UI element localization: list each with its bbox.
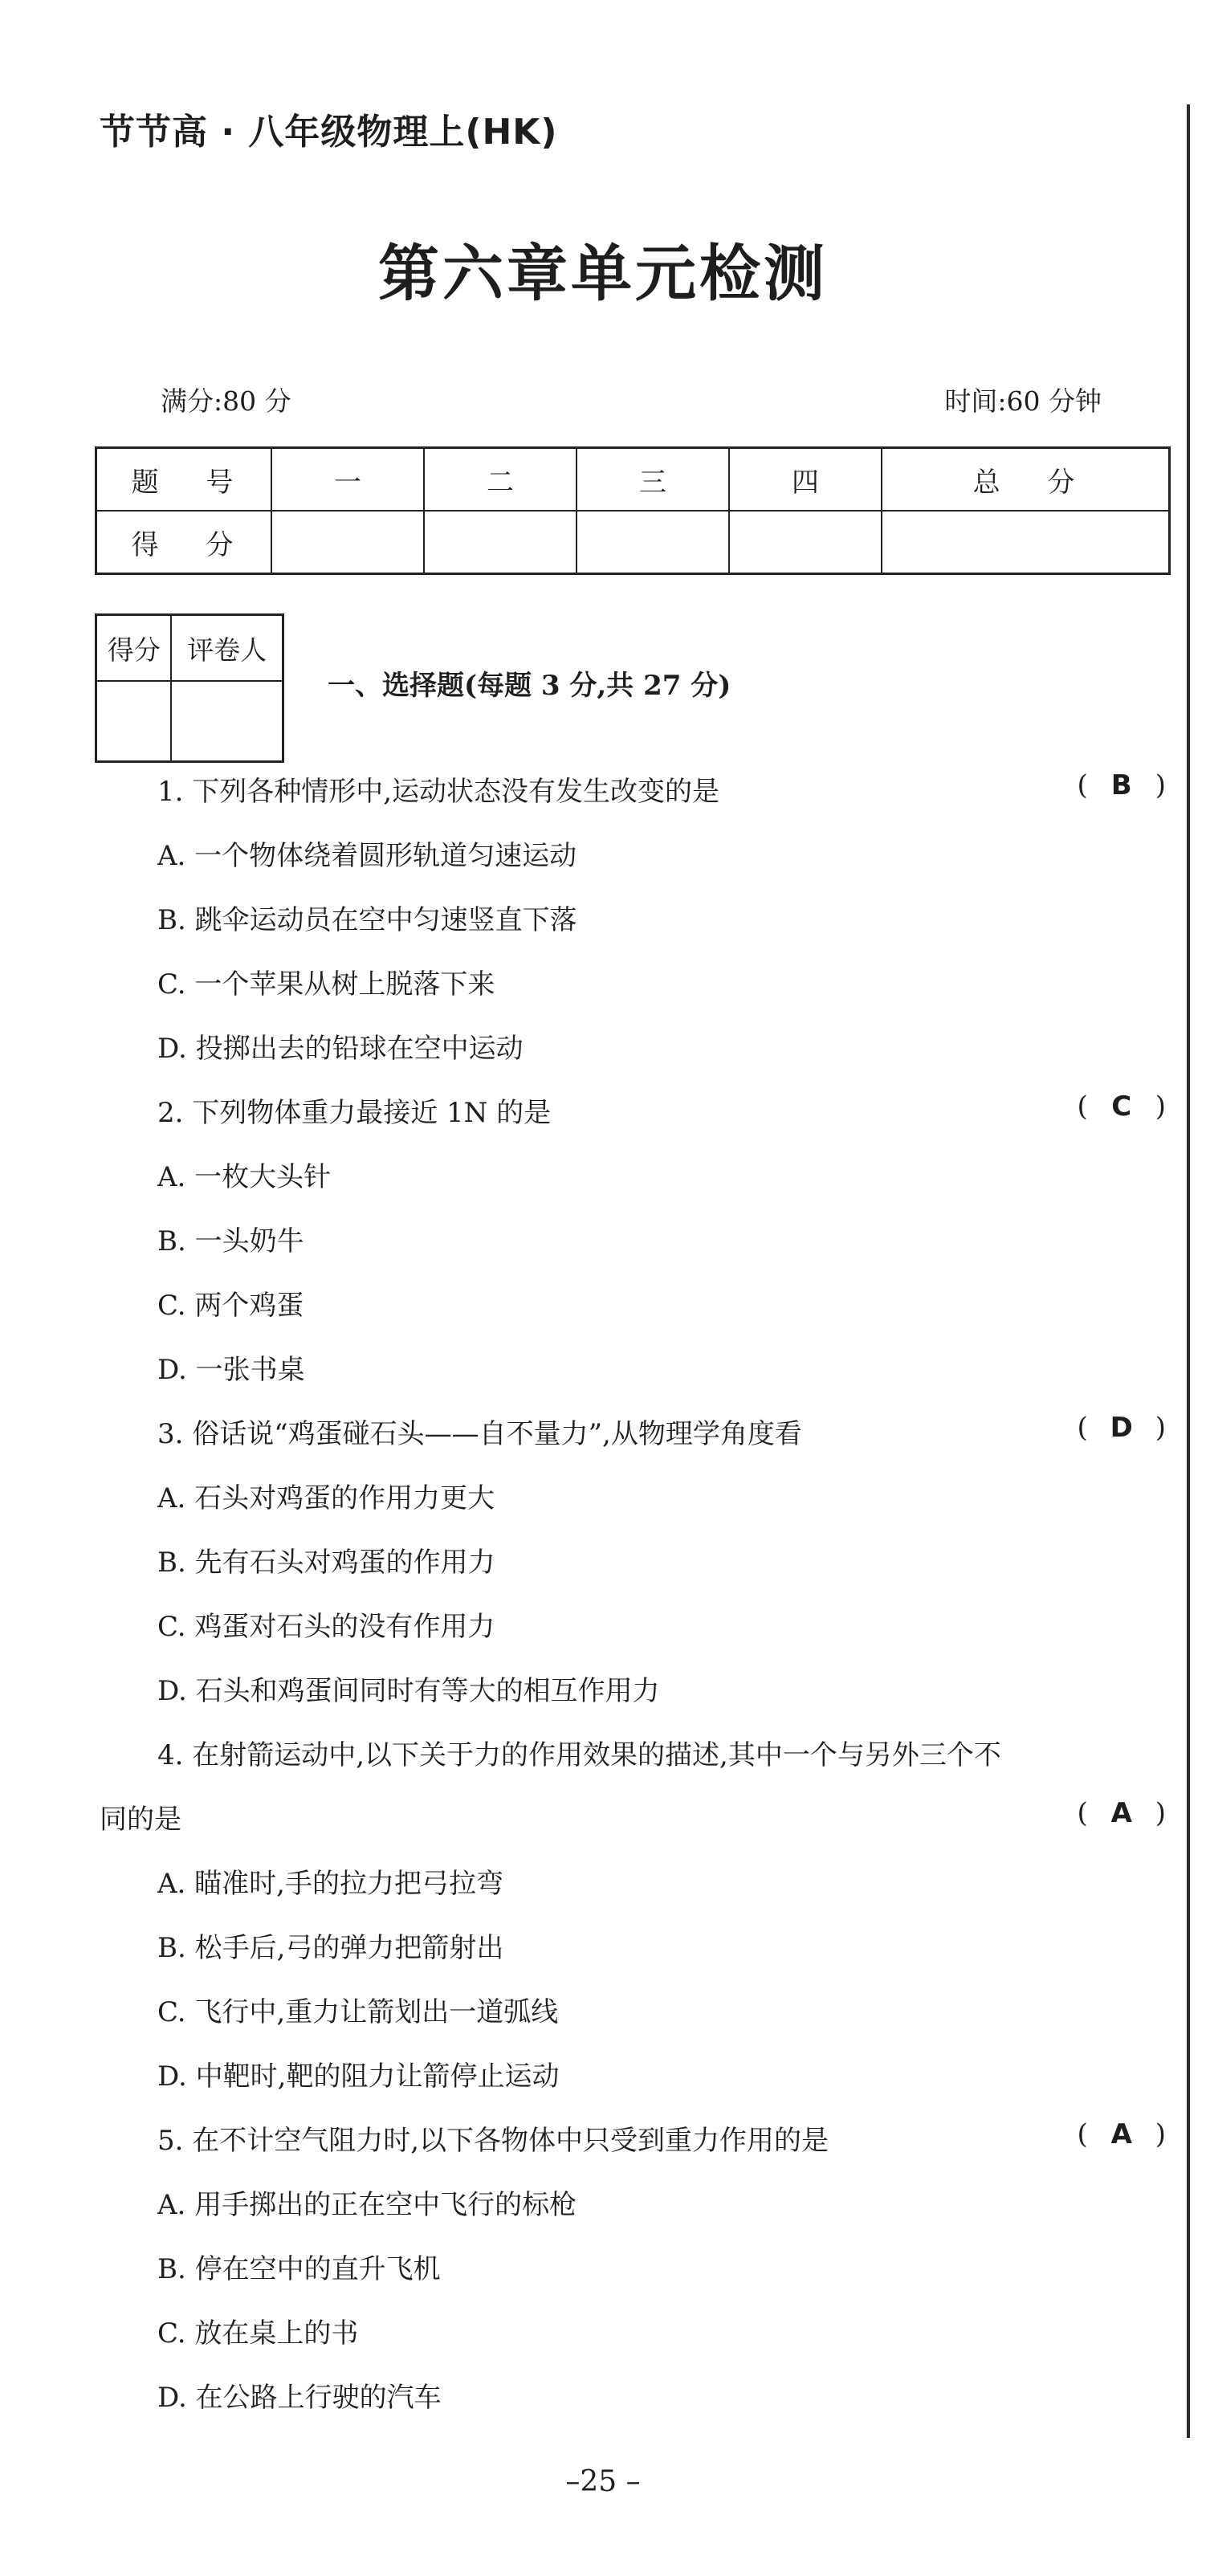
answer-letter: A <box>1110 1797 1132 1829</box>
score-table-cell: 得 分 <box>96 511 272 574</box>
score-table-cell: 三 <box>577 448 729 512</box>
score-table-cell: 四 <box>729 448 882 512</box>
answer-bracket: ( C ) <box>1077 1090 1166 1123</box>
option-a: A. 瞄准时,手的拉力把弓拉弯 <box>157 1868 503 1900</box>
answer-letter: A <box>1110 2118 1132 2150</box>
score-table-cell: 一 <box>271 448 424 512</box>
option-b: B. 停在空中的直升飞机 <box>157 2253 441 2285</box>
answer-letter: B <box>1110 769 1132 801</box>
option-c: C. 一个苹果从树上脱落下来 <box>157 968 495 1001</box>
question-stem: 5. 在不计空气阻力时,以下各物体中只受到重力作用的是 <box>157 2125 829 2157</box>
question-stem: 2. 下列物体重力最接近 1N 的是 <box>157 1097 552 1129</box>
option-b: B. 先有石头对鸡蛋的作用力 <box>157 1547 495 1579</box>
answer-bracket: ( A ) <box>1077 1797 1166 1829</box>
score-table <box>95 446 1171 575</box>
answer-bracket: ( A ) <box>1077 2118 1166 2150</box>
exam-time: 时间:60 分钟 <box>944 385 1102 417</box>
full-marks: 满分:80 分 <box>161 385 291 417</box>
book-header: 节节高 · 八年级物理上(HK) <box>100 112 558 153</box>
option-a: A. 石头对鸡蛋的作用力更大 <box>157 1482 495 1514</box>
score-table-cell: 二 <box>424 448 577 512</box>
option-d: D. 投掷出去的铅球在空中运动 <box>157 1033 524 1065</box>
score-table-cell: 总 分 <box>882 448 1170 512</box>
score-table-score-row <box>96 511 1170 574</box>
option-a: A. 一个物体绕着圆形轨道匀速运动 <box>157 840 577 872</box>
question-stem-continuation: 同的是 <box>100 1804 181 1836</box>
option-b: B. 跳伞运动员在空中匀速竖直下落 <box>157 904 577 936</box>
score-input-cell[interactable] <box>577 511 729 574</box>
score-input-cell[interactable] <box>729 511 882 574</box>
answer-bracket: ( D ) <box>1077 1412 1166 1444</box>
answer-bracket: ( B ) <box>1077 769 1166 801</box>
option-c: C. 飞行中,重力让箭划出一道弧线 <box>157 1996 559 2028</box>
question-stem: 4. 在射箭运动中,以下关于力的作用效果的描述,其中一个与另外三个不 <box>157 1739 1001 1771</box>
option-b: B. 一头奶牛 <box>157 1225 304 1257</box>
grader-score-label: 得分 <box>96 615 172 682</box>
grader-reviewer-label: 评卷人 <box>171 615 283 682</box>
grader-score-cell[interactable] <box>96 681 172 762</box>
grader-reviewer-cell[interactable] <box>171 681 283 762</box>
option-d: D. 一张书桌 <box>157 1354 305 1386</box>
question-stem: 1. 下列各种情形中,运动状态没有发生改变的是 <box>157 776 720 808</box>
grader-box <box>95 613 284 763</box>
option-c: C. 放在桌上的书 <box>157 2317 359 2350</box>
page-title: 第六章单元检测 <box>378 238 828 309</box>
option-d: D. 中靶时,靶的阻力让箭停止运动 <box>157 2060 560 2093</box>
right-margin-rule <box>1187 104 1190 2438</box>
score-input-cell[interactable] <box>271 511 424 574</box>
question-stem: 3. 俗话说“鸡蛋碰石头——自不量力”,从物理学角度看 <box>157 1418 802 1450</box>
option-a: A. 一枚大头针 <box>157 1161 332 1193</box>
option-a: A. 用手掷出的正在空中飞行的标枪 <box>157 2189 577 2221</box>
answer-letter: C <box>1111 1090 1132 1123</box>
score-input-cell[interactable] <box>424 511 577 574</box>
option-d: D. 在公路上行驶的汽车 <box>157 2382 442 2414</box>
option-c: C. 两个鸡蛋 <box>157 1290 304 1322</box>
score-table-header-row <box>96 448 1170 512</box>
option-b: B. 松手后,弓的弹力把箭射出 <box>157 1932 504 1964</box>
score-table-cell: 题 号 <box>96 448 272 512</box>
score-input-cell[interactable] <box>882 511 1170 574</box>
answer-letter: D <box>1110 1412 1133 1444</box>
section-heading: 一、选择题(每题 3 分,共 27 分) <box>328 670 731 702</box>
option-d: D. 石头和鸡蛋间同时有等大的相互作用力 <box>157 1675 660 1707</box>
option-c: C. 鸡蛋对石头的没有作用力 <box>157 1611 495 1643</box>
page-number: –25 – <box>565 2465 641 2498</box>
